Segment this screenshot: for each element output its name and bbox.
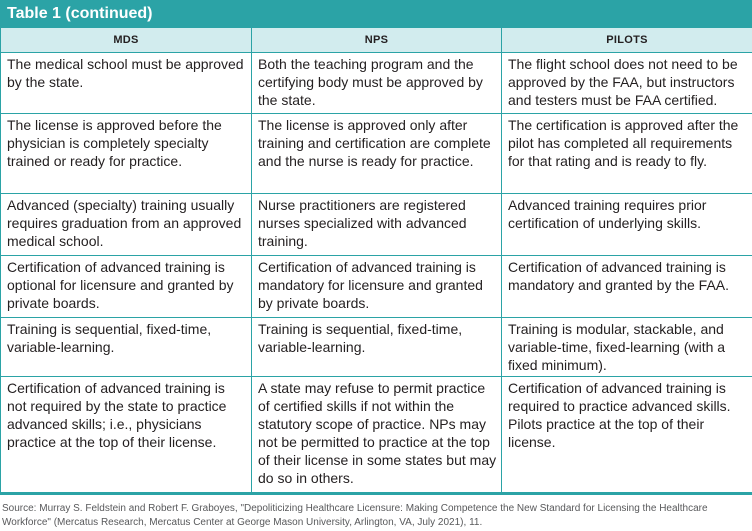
- table-cell-pilots: Training is modular, stackable, and variable-time, fixed-learning (with a fixed minimum).: [502, 318, 752, 377]
- table-row: [1, 53, 752, 114]
- table-cell-pilots: Certification of advanced training is mandatory and granted by the FAA.: [502, 256, 752, 318]
- table-cell-mds: Training is sequential, fixed-time, variable-learning.: [1, 318, 252, 377]
- column-header-pilots: PILOTS: [502, 28, 752, 53]
- table-cell-mds: The medical school must be approved by the state.: [1, 53, 252, 114]
- table-row: [1, 377, 752, 494]
- table-cell-nps: Nurse practitioners are registered nurses specialized with advanced training.: [252, 194, 502, 256]
- table-row: [1, 256, 752, 318]
- column-header-mds: MDS: [1, 28, 252, 53]
- source-note: Source: Murray S. Feldstein and Robert F. Graboyes, "Depoliticizing Healthcare Licensure: Making Competence the New Standard for Licensing the Healthcare Workforce" (Mercatus Research, Mercatus Center at George Mason University, Arlington, VA, July 2021), 11.: [2, 503, 708, 528]
- table-row: [1, 318, 752, 377]
- table-cell-nps: The license is approved only after training and certification are complete and the nurse is ready for practice.: [252, 114, 502, 194]
- table-cell-mds: Certification of advanced training is not required by the state to practice advanced skills; i.e., physicians practice at the top of their license.: [1, 377, 252, 494]
- table-cell-nps: Certification of advanced training is mandatory for licensure and granted by private boards.: [252, 256, 502, 318]
- table-cell-pilots: Advanced training requires prior certification of underlying skills.: [502, 194, 752, 256]
- table-cell-pilots: The certification is approved after the pilot has completed all requirements for that rating and is ready to fly.: [502, 114, 752, 194]
- column-header-nps: NPS: [252, 28, 502, 53]
- table-cell-nps: A state may refuse to permit practice of certified skills if not within the statutory scope of practice. NPs may not be permitted to practice at the top of their license in some states but may do so in others.: [252, 377, 502, 494]
- header-row: [1, 28, 752, 53]
- table-cell-nps: Training is sequential, fixed-time, variable-learning.: [252, 318, 502, 377]
- table-cell-pilots: The flight school does not need to be approved by the FAA, but instructors and testers must be FAA certified.: [502, 53, 752, 114]
- table-cell-mds: The license is approved before the physician is completely specialty trained or ready for practice.: [1, 114, 252, 194]
- table-cell-pilots: Certification of advanced training is required to practice advanced skills. Pilots practice at the top of their license.: [502, 377, 752, 494]
- table-row: [1, 114, 752, 194]
- table-row: [1, 194, 752, 256]
- table-cell-mds: Advanced (specialty) training usually requires graduation from an approved medical school.: [1, 194, 252, 256]
- table-cell-mds: Certification of advanced training is optional for licensure and granted by private boards.: [1, 256, 252, 318]
- table-title: Table 1 (continued): [0, 0, 752, 28]
- comparison-table: [0, 28, 752, 495]
- table-cell-nps: Both the teaching program and the certifying body must be approved by the state.: [252, 53, 502, 114]
